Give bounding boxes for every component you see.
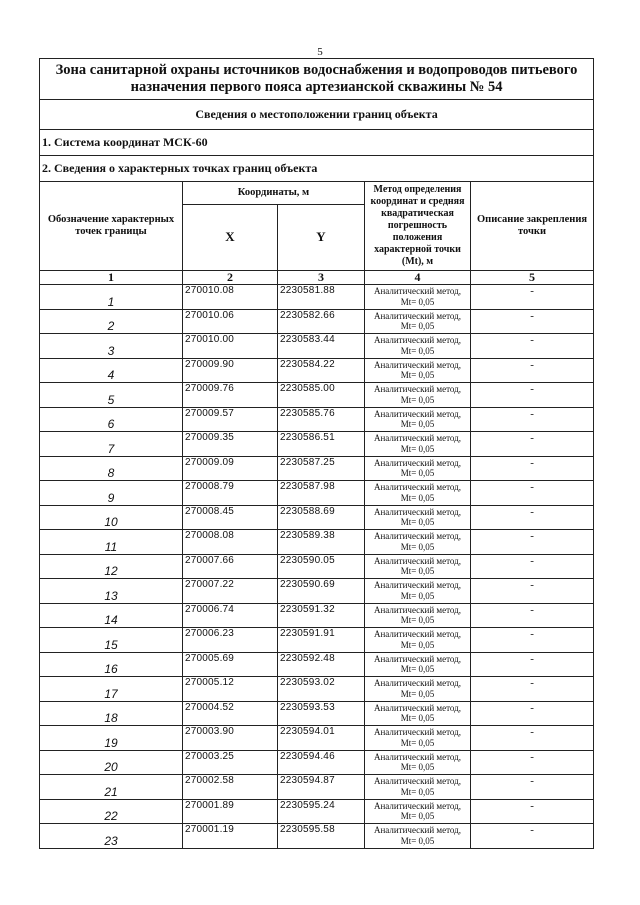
table-row	[40, 481, 594, 506]
point-number: 11	[40, 530, 183, 555]
table-row	[40, 505, 594, 530]
table-row	[40, 677, 594, 702]
method-cell	[365, 456, 471, 481]
point-description: -	[471, 750, 594, 775]
method-accuracy: Mt= 0,05	[400, 688, 435, 699]
coord-y: 2230587.98	[278, 481, 365, 506]
point-number: 19	[40, 726, 183, 751]
coord-y: 2230595.24	[278, 799, 365, 824]
method-text: Аналитический метод,	[373, 629, 462, 640]
table-row	[40, 432, 594, 457]
method-text: Аналитический метод,	[373, 384, 462, 395]
column-number: 1	[40, 271, 183, 285]
table-row	[40, 530, 594, 555]
method-text: Аналитический метод,	[373, 580, 462, 591]
coord-system: 1. Система координат МСК-60	[40, 130, 594, 156]
point-description: -	[471, 456, 594, 481]
coord-y: 2230590.69	[278, 579, 365, 604]
method-text: Аналитический метод,	[373, 727, 462, 738]
table-row	[40, 824, 594, 849]
point-number: 6	[40, 407, 183, 432]
method-accuracy: Mt= 0,05	[400, 566, 435, 577]
point-number: 20	[40, 750, 183, 775]
point-description: -	[471, 309, 594, 334]
point-number: 2	[40, 309, 183, 334]
method-accuracy: Mt= 0,05	[400, 370, 435, 381]
method-cell	[365, 285, 471, 310]
coord-y: 2230582.66	[278, 309, 365, 334]
method-accuracy: Mt= 0,05	[400, 443, 435, 454]
method-accuracy: Mt= 0,05	[400, 811, 435, 822]
table-row	[40, 750, 594, 775]
point-number: 17	[40, 677, 183, 702]
coord-y: 2230584.22	[278, 358, 365, 383]
method-accuracy: Mt= 0,05	[400, 737, 435, 748]
coord-x: 270006.74	[183, 603, 278, 628]
point-number: 12	[40, 554, 183, 579]
method-text: Аналитический метод,	[373, 800, 462, 811]
method-cell	[365, 579, 471, 604]
table-row	[40, 652, 594, 677]
coord-x: 270009.90	[183, 358, 278, 383]
method-accuracy: Mt= 0,05	[400, 517, 435, 528]
method-text: Аналитический метод,	[373, 482, 462, 493]
column-number: 5	[471, 271, 594, 285]
header-point: Обозначение характерных точек границы	[40, 182, 183, 271]
method-cell	[365, 530, 471, 555]
method-text: Аналитический метод,	[373, 531, 462, 542]
header-x: X	[183, 204, 278, 271]
point-description: -	[471, 334, 594, 359]
method-accuracy: Mt= 0,05	[400, 492, 435, 503]
method-accuracy: Mt= 0,05	[400, 321, 435, 332]
table-row	[40, 628, 594, 653]
method-accuracy: Mt= 0,05	[400, 590, 435, 601]
method-cell	[365, 554, 471, 579]
method-cell	[365, 799, 471, 824]
point-number: 9	[40, 481, 183, 506]
method-text: Аналитический метод,	[373, 653, 462, 664]
method-accuracy: Mt= 0,05	[400, 639, 435, 650]
table-row	[40, 334, 594, 359]
point-description: -	[471, 726, 594, 751]
coord-x: 270007.22	[183, 579, 278, 604]
method-text: Аналитический метод,	[373, 433, 462, 444]
table-row	[40, 775, 594, 800]
coord-x: 270005.12	[183, 677, 278, 702]
method-accuracy: Mt= 0,05	[400, 394, 435, 405]
point-number: 4	[40, 358, 183, 383]
coord-y: 2230595.58	[278, 824, 365, 849]
point-number: 5	[40, 383, 183, 408]
point-number: 23	[40, 824, 183, 849]
coord-x: 270009.57	[183, 407, 278, 432]
method-accuracy: Mt= 0,05	[400, 786, 435, 797]
method-text: Аналитический метод,	[373, 678, 462, 689]
coord-y: 2230593.53	[278, 701, 365, 726]
points-heading: 2. Сведения о характерных точках границ объекта	[40, 156, 594, 182]
point-description: -	[471, 677, 594, 702]
method-text: Аналитический метод,	[373, 457, 462, 468]
coord-x: 270001.89	[183, 799, 278, 824]
coord-y: 2230593.02	[278, 677, 365, 702]
point-description: -	[471, 481, 594, 506]
coord-x: 270010.08	[183, 285, 278, 310]
coord-y: 2230581.88	[278, 285, 365, 310]
point-number: 8	[40, 456, 183, 481]
point-description: -	[471, 285, 594, 310]
coord-y: 2230585.76	[278, 407, 365, 432]
method-text: Аналитический метод,	[373, 335, 462, 346]
table-row	[40, 383, 594, 408]
coord-y: 2230589.38	[278, 530, 365, 555]
method-text: Аналитический метод,	[373, 604, 462, 615]
method-cell	[365, 603, 471, 628]
method-cell	[365, 432, 471, 457]
coord-x: 270009.09	[183, 456, 278, 481]
coord-x: 270009.35	[183, 432, 278, 457]
point-number: 14	[40, 603, 183, 628]
coord-y: 2230586.51	[278, 432, 365, 457]
coord-y: 2230583.44	[278, 334, 365, 359]
section-title: Сведения о местоположении границ объекта	[40, 100, 594, 130]
coord-y: 2230591.32	[278, 603, 365, 628]
page-number: 5	[317, 46, 323, 58]
point-number: 13	[40, 579, 183, 604]
coord-y: 2230594.01	[278, 726, 365, 751]
method-cell	[365, 726, 471, 751]
table-row	[40, 579, 594, 604]
point-number: 1	[40, 285, 183, 310]
header-coords: Координаты, м	[183, 182, 365, 205]
method-accuracy: Mt= 0,05	[400, 541, 435, 552]
point-number: 10	[40, 505, 183, 530]
point-number: 22	[40, 799, 183, 824]
point-description: -	[471, 603, 594, 628]
method-text: Аналитический метод,	[373, 310, 462, 321]
method-accuracy: Mt= 0,05	[400, 835, 435, 846]
point-number: 15	[40, 628, 183, 653]
coord-x: 270001.19	[183, 824, 278, 849]
point-number: 7	[40, 432, 183, 457]
method-text: Аналитический метод,	[373, 776, 462, 787]
method-accuracy: Mt= 0,05	[400, 419, 435, 430]
method-text: Аналитический метод,	[373, 555, 462, 566]
method-cell	[365, 383, 471, 408]
method-text: Аналитический метод,	[373, 359, 462, 370]
coord-y: 2230588.69	[278, 505, 365, 530]
table-row	[40, 309, 594, 334]
header-method: Метод определения координат и средняя квадратическая погрешность положения характерной точки (Mt), м	[365, 182, 471, 271]
method-cell	[365, 505, 471, 530]
coord-x: 270009.76	[183, 383, 278, 408]
coord-x: 270003.25	[183, 750, 278, 775]
point-description: -	[471, 652, 594, 677]
coord-y: 2230591.91	[278, 628, 365, 653]
point-description: -	[471, 432, 594, 457]
coord-y: 2230594.46	[278, 750, 365, 775]
coord-x: 270008.08	[183, 530, 278, 555]
method-accuracy: Mt= 0,05	[400, 762, 435, 773]
boundary-table	[39, 58, 594, 849]
method-cell	[365, 358, 471, 383]
point-number: 21	[40, 775, 183, 800]
header-y: Y	[278, 204, 365, 271]
method-accuracy: Mt= 0,05	[400, 713, 435, 724]
table-row	[40, 726, 594, 751]
method-text: Аналитический метод,	[373, 751, 462, 762]
point-description: -	[471, 799, 594, 824]
point-description: -	[471, 407, 594, 432]
method-text: Аналитический метод,	[373, 506, 462, 517]
header-description: Описание закрепления точки	[471, 182, 594, 271]
method-accuracy: Mt= 0,05	[400, 615, 435, 626]
point-description: -	[471, 824, 594, 849]
point-description: -	[471, 554, 594, 579]
point-number: 18	[40, 701, 183, 726]
point-description: -	[471, 530, 594, 555]
method-accuracy: Mt= 0,05	[400, 345, 435, 356]
point-number: 16	[40, 652, 183, 677]
coord-y: 2230594.87	[278, 775, 365, 800]
method-cell	[365, 334, 471, 359]
column-number: 4	[365, 271, 471, 285]
method-cell	[365, 701, 471, 726]
point-description: -	[471, 579, 594, 604]
coord-x: 270002.58	[183, 775, 278, 800]
point-description: -	[471, 775, 594, 800]
point-description: -	[471, 358, 594, 383]
coord-x: 270005.69	[183, 652, 278, 677]
coord-x: 270010.06	[183, 309, 278, 334]
table-row	[40, 456, 594, 481]
table-row	[40, 285, 594, 310]
method-cell	[365, 652, 471, 677]
coord-x: 270010.00	[183, 334, 278, 359]
point-description: -	[471, 701, 594, 726]
method-cell	[365, 407, 471, 432]
point-description: -	[471, 505, 594, 530]
coord-x: 270008.79	[183, 481, 278, 506]
table-row	[40, 799, 594, 824]
method-text: Аналитический метод,	[373, 825, 462, 836]
method-cell	[365, 628, 471, 653]
coord-y: 2230590.05	[278, 554, 365, 579]
point-number: 3	[40, 334, 183, 359]
coord-y: 2230587.25	[278, 456, 365, 481]
document-title: Зона санитарной охраны источников водоснабжения и водопроводов питьевого назначения первого пояса артезианской скважины № 54	[40, 59, 594, 100]
method-cell	[365, 750, 471, 775]
method-cell	[365, 824, 471, 849]
method-cell	[365, 677, 471, 702]
coord-y: 2230592.48	[278, 652, 365, 677]
method-text: Аналитический метод,	[373, 286, 462, 297]
coord-x: 270004.52	[183, 701, 278, 726]
method-accuracy: Mt= 0,05	[400, 296, 435, 307]
coord-x: 270003.90	[183, 726, 278, 751]
method-cell	[365, 309, 471, 334]
method-accuracy: Mt= 0,05	[400, 468, 435, 479]
coord-x: 270006.23	[183, 628, 278, 653]
table-row	[40, 603, 594, 628]
table-row	[40, 358, 594, 383]
table-row	[40, 554, 594, 579]
coord-x: 270007.66	[183, 554, 278, 579]
table-row	[40, 701, 594, 726]
method-text: Аналитический метод,	[373, 408, 462, 419]
table-row	[40, 407, 594, 432]
column-number: 3	[278, 271, 365, 285]
document	[39, 58, 593, 849]
point-description: -	[471, 628, 594, 653]
method-cell	[365, 775, 471, 800]
coord-x: 270008.45	[183, 505, 278, 530]
method-cell	[365, 481, 471, 506]
point-description: -	[471, 383, 594, 408]
method-text: Аналитический метод,	[373, 702, 462, 713]
coord-y: 2230585.00	[278, 383, 365, 408]
column-number: 2	[183, 271, 278, 285]
method-accuracy: Mt= 0,05	[400, 664, 435, 675]
